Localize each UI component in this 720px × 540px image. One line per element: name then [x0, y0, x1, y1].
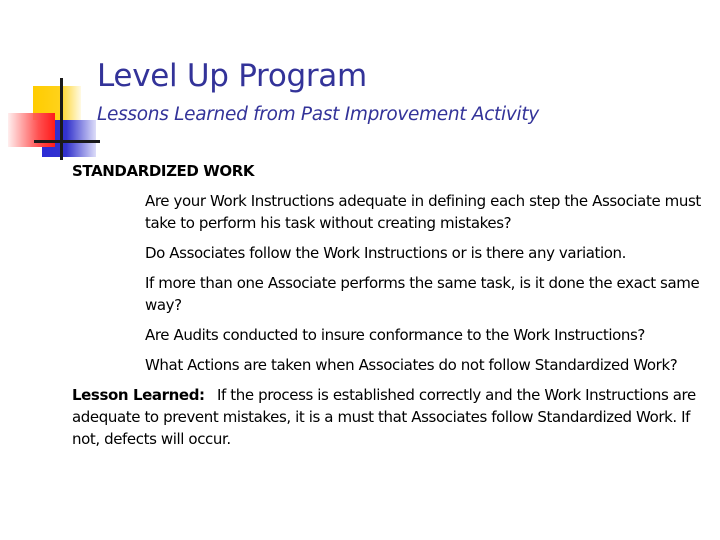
vertical-line-icon: [60, 78, 63, 160]
slide-body: [72, 160, 702, 450]
question-item: Are Audits conducted to insure conformance to the Work Instructions?: [145, 326, 645, 344]
decorative-squares-logo: [0, 0, 110, 170]
question-item: Are your Work Instructions adequate in defining each step the Associate must take to perform his task without creating mistakes?: [145, 192, 701, 232]
lesson-label: Lesson Learned:: [72, 386, 205, 404]
question-item: What Actions are taken when Associates do not follow Standardized Work?: [145, 356, 678, 374]
slide-subtitle: Lessons Learned from Past Improvement Activity: [97, 104, 539, 125]
slide-title: Level Up Program: [97, 58, 367, 94]
lesson-text: If the process is established correctly and the Work Instructions are adequate to prevent mistakes, it is a must that Associates follow Standardized Work. If not, defects will occur.: [72, 386, 696, 448]
horizontal-line-icon: [34, 140, 100, 143]
question-item: If more than one Associate performs the same task, is it done the exact same way?: [145, 274, 700, 314]
lesson-learned: [72, 384, 702, 450]
section-heading: STANDARDIZED WORK: [72, 162, 255, 180]
question-item: Do Associates follow the Work Instructions or is there any variation.: [145, 244, 627, 262]
